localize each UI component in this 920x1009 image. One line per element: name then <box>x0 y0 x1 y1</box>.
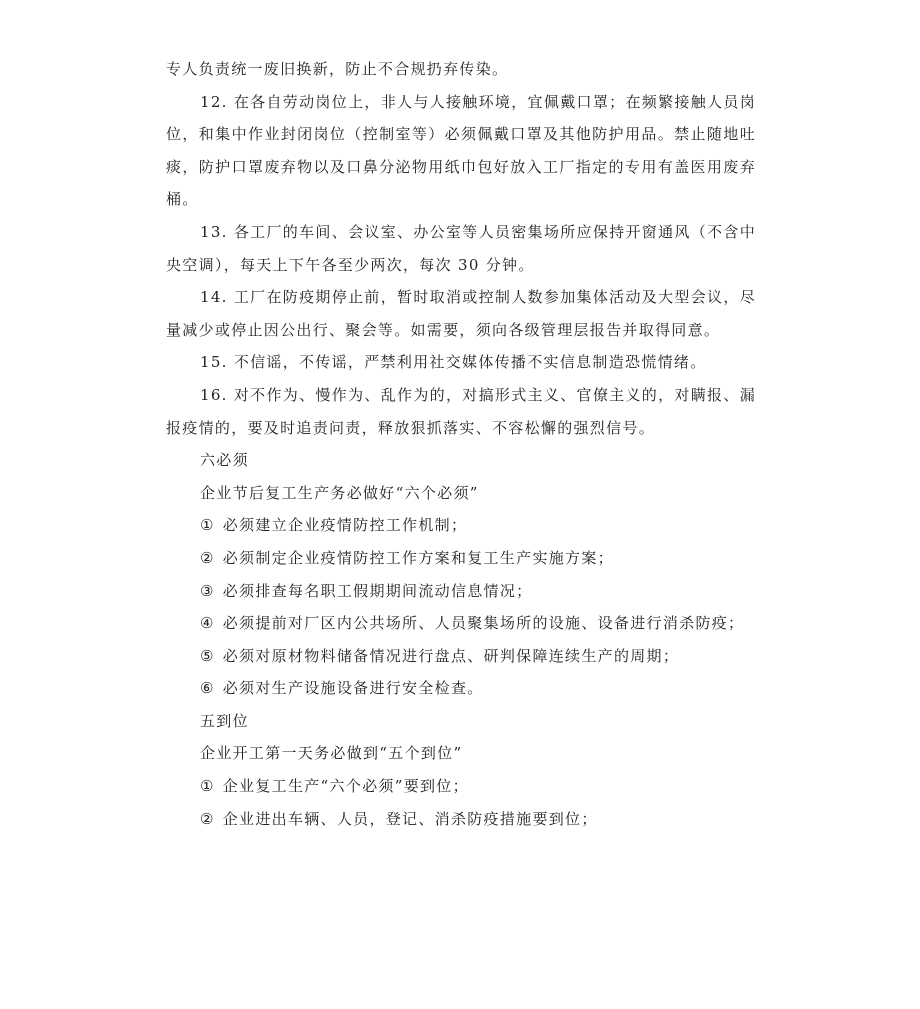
list-item <box>166 672 756 705</box>
list-marker: ⑥ <box>200 679 215 698</box>
list-marker: ③ <box>200 581 215 600</box>
paragraph-item-14: 14. 工厂在防疫期停止前，暂时取消或控制人数参加集体活动及大型会议，尽量减少或停止因公出行、聚会等。如需要，须向各级管理层报告并取得同意。 <box>166 288 756 339</box>
list-item-text: 企业进出车辆、人员，登记、消杀防疫措施要到位； <box>222 809 598 828</box>
list-marker: ② <box>200 809 215 828</box>
list-item <box>166 803 756 836</box>
paragraph-item-15: 15. 不信谣，不传谣，严禁利用社交媒体传播不实信息制造恐慌情绪。 <box>200 353 707 372</box>
section-intro-six-musts: 企业节后复工生产务必做好“六个必须” <box>200 483 479 502</box>
list-item-text: 必须对原材物料储备情况进行盘点、研判保障连续生产的周期； <box>222 646 680 665</box>
paragraph-continuation: 专人负责统一废旧换新，防止不合规扔弃传染。 <box>166 60 509 78</box>
section-heading-six-musts: 六必须 <box>200 451 249 470</box>
list-marker: ① <box>200 516 215 535</box>
list-item-text: 企业复工生产“六个必须”要到位； <box>222 777 469 796</box>
document-body <box>166 53 756 835</box>
paragraph-item-16: 16. 对不作为、慢作为、乱作为的，对搞形式主义、官僚主义的，对瞒报、漏报疫情的，要及时追责问责，释放狠抓落实、不容松懈的强烈信号。 <box>166 385 756 437</box>
list-marker: ④ <box>200 614 215 633</box>
list-item <box>166 542 756 575</box>
list-marker: ② <box>200 548 215 567</box>
list-item <box>166 607 756 640</box>
list-item <box>166 770 756 803</box>
list-item-text: 必须制定企业疫情防控工作方案和复工生产实施方案； <box>222 548 614 567</box>
list-marker: ① <box>200 777 215 796</box>
list-item-text: 必须对生产设施设备进行安全检查。 <box>222 679 484 698</box>
paragraph-item-12: 12. 在各自劳动岗位上，非人与人接触环境，宜佩戴口罩；在频繁接触人员岗位，和集中作业封闭岗位（控制室等）必须佩戴口罩及其他防护用品。禁止随地吐痰，防护口罩废弃物以及口鼻分泌物用纸巾包好放入工厂指定的专用有盖医用废弃桶。 <box>166 92 756 209</box>
list-item <box>166 640 756 673</box>
list-item <box>166 575 756 608</box>
list-marker: ⑤ <box>200 646 215 665</box>
section-intro-five-in-place: 企业开工第一天务必做到“五个到位” <box>200 744 463 763</box>
paragraph-item-13: 13. 各工厂的车间、会议室、办公室等人员密集场所应保持开窗通风（不含中央空调），每天上下午各至少两次，每次 30 分钟。 <box>166 222 756 274</box>
list-item-text: 必须排查每名职工假期期间流动信息情况； <box>222 581 533 600</box>
list-item-text: 必须建立企业疫情防控工作机制； <box>222 516 468 535</box>
list-item <box>166 509 756 542</box>
list-item-text: 必须提前对厂区内公共场所、人员聚集场所的设施、设备进行消杀防疫； <box>222 614 745 633</box>
section-heading-five-in-place: 五到位 <box>200 711 249 730</box>
